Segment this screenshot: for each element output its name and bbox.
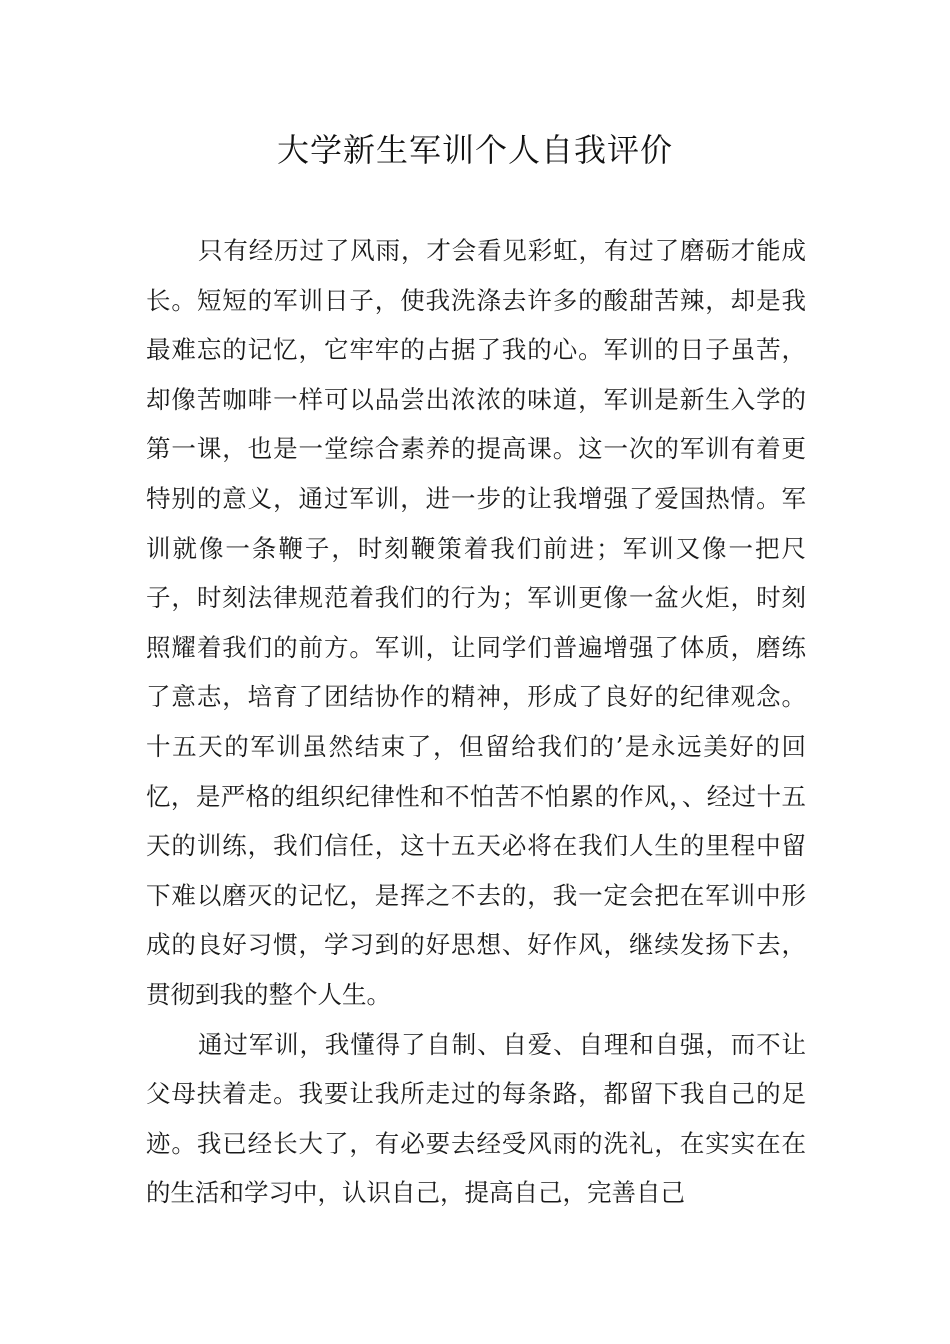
document-body — [146, 226, 806, 1218]
paragraph: 只有经历过了风雨，才会看见彩虹，有过了磨砺才能成长。短短的军训日子，使我洗涤去许多的酸甜苦辣，却是我最难忘的记忆，它牢牢的占据了我的心。军训的日子虽苦，却像苦咖啡一样可以品尝出浓浓的味道，军训是新生入学的第一课，也是一堂综合素养的提高课。这一次的军训有着更特别的意义，通过军训，进一步的让我增强了爱国热情。军训就像一条鞭子，时刻鞭策着我们前进；军训又像一把尺子，时刻法律规范着我们的行为；军训更像一盆火炬，时刻照耀着我们的前方。军训，让同学们普遍增强了体质，磨练了意志，培育了团结协作的精神，形成了良好的纪律观念。十五天的军训虽然结束了，但留给我们的’是永远美好的回忆，是严格的组织纪律性和不怕苦不怕累的作风，、经过十五天的训练，我们信任，这十五天必将在我们人生的里程中留下难以磨灭的记忆，是挥之不去的，我一定会把在军训中形成的良好习惯，学习到的好思想、好作风，继续发扬下去，贯彻到我的整个人生。 — [146, 236, 806, 1009]
document-title: 大学新生军训个人自我评价 — [276, 131, 673, 169]
paragraph: 通过军训，我懂得了自制、自爱、自理和自强，而不让父母扶着走。我要让我所走过的每条路，都留下我自己的足迹。我已经长大了，有必要去经受风雨的洗礼，在实实在在的生活和学习中，认识自己，提高自己，完善自己 — [146, 1029, 806, 1208]
